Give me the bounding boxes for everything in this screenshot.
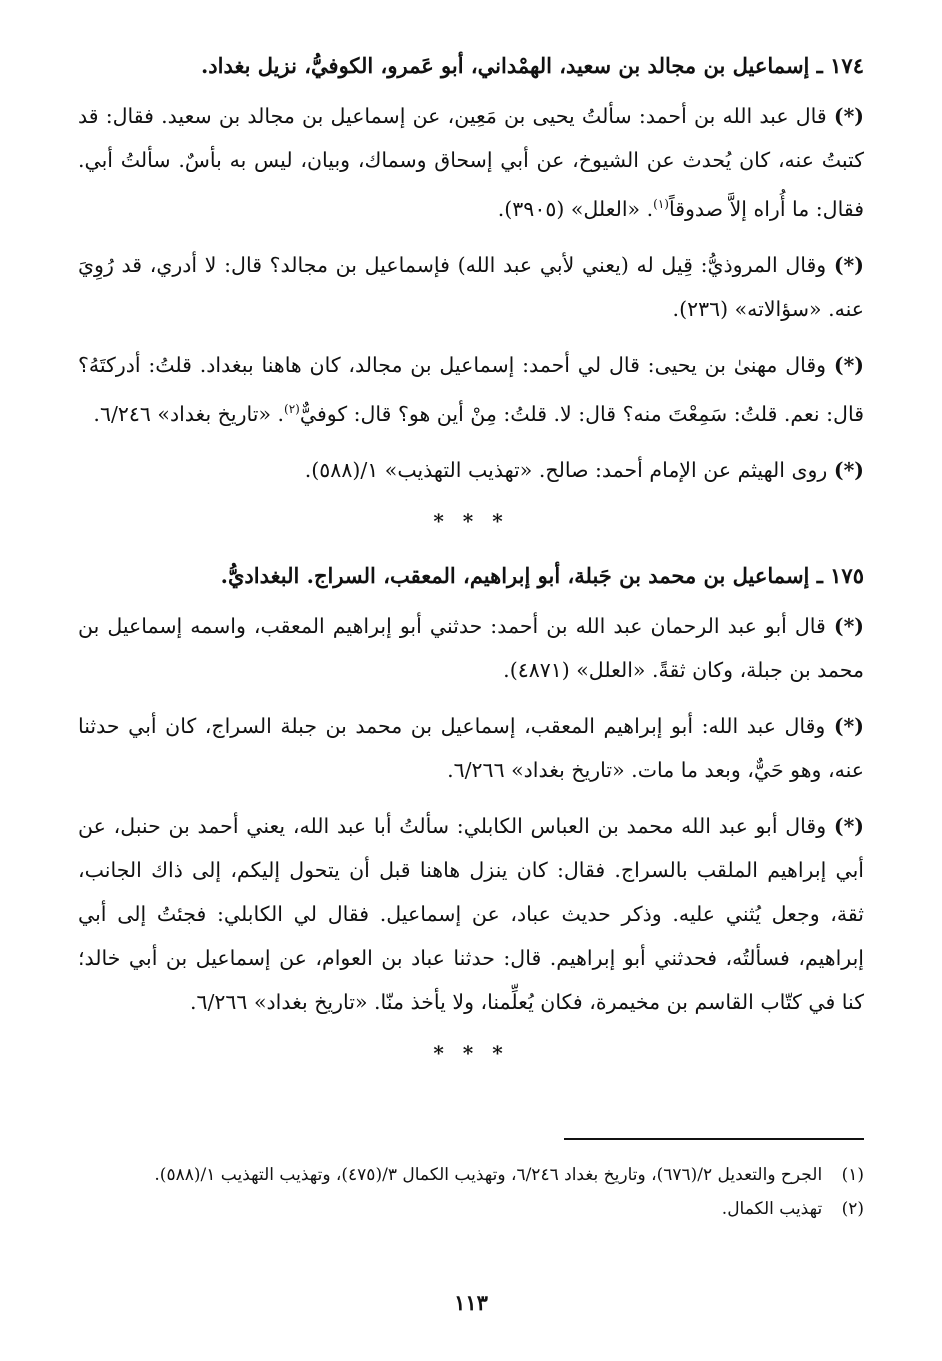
paragraph <box>78 94 864 231</box>
footnote-number: (٢) <box>841 1199 864 1219</box>
paragraph-text: وقال أبو عبد الله محمد بن العباس الكابلي: سألتُ أبا عبد الله، يعني أحمد بن حنبل، عن أبي إبراهيم الملقب بالسراج. فقال: كان ينزل هاهنا قبل أن يتحول إليكم، إلى ذاك الجانب، ثقة، وجعل يُثني عليه. وذكر حديث عباد، عن إسماعيل. فقال لي الكابلي: فجئتُ إلى أبي إبراهيم، فسألتُه، فحدثني أبو إبراهيم. قال: حدثنا عباد بن العوام، عن إسماعيل بن أبي خالد؛ كنا في كتّاب القاسم بن مخيمرة، فكان يُعلِّمنا، ولا يأخذ منّا. «تاريخ بغداد» ٦/٢٦٦. <box>78 813 864 1014</box>
paragraph-text: وقال المروذيُّ: قِيل له (يعني لأبي عبد الله) فإسماعيل بن مجالد؟ قال: لا أدري، قد رُوِيَ عنه. «سؤالاته» (٢٣٦). <box>78 252 864 321</box>
footnote-ref[interactable]: (٢) <box>284 401 300 416</box>
paragraph-text: روى الهيثم عن الإمام أحمد: صالح. «تهذيب التهذيب» ١/(٥٨٨). <box>304 457 828 482</box>
footnote-text: الجرح والتعديل ٢/(٦٧٦)، وتاريخ بغداد ٦/٢٤٦، وتهذيب الكمال ٣/(٤٧٥)، وتهذيب التهذيب ١/(٥٨٨). <box>154 1165 823 1185</box>
paragraph <box>78 343 864 436</box>
section-separator: * * * <box>433 1040 509 1065</box>
paragraph-tail: . «تاريخ بغداد» ٦/٢٤٦. <box>93 401 285 426</box>
paragraph-text: قال أبو عبد الرحمان عبد الله بن أحمد: حدثني أبو إبراهيم المعقب، واسمه إسماعيل بن محمد بن جبلة، وكان ثقةً. «العلل» (٤٨٧١). <box>78 613 864 682</box>
page-body <box>78 48 864 1090</box>
paragraph <box>78 243 864 331</box>
star-marker: (*) <box>833 352 864 377</box>
paragraph <box>78 448 864 492</box>
paragraph-text: قال عبد الله بن أحمد: سألتُ يحيى بن مَعِين، عن إسماعيل بن مجالد بن سعيد. فقال: قد كتبتُ عنه، كان يُحدث عن الشيوخ، عن أبي إسحاق وسماك، وبيان، ليس به بأسٌ. سألتُ أبي. فقال: ما أُراه إلاَّ صدوقاً <box>78 104 864 221</box>
star-marker: (*) <box>833 613 864 638</box>
section-separator: * * * <box>433 508 509 533</box>
page-number: ١١٣ <box>454 1290 488 1315</box>
footnote-text: تهذيب الكمال. <box>721 1199 823 1219</box>
entry-title: ١٧٥ ـ إسماعيل بن محمد بن جَبلة، أبو إبراهيم، المعقب، السراج. البغداديُّ. <box>220 562 864 588</box>
star-marker: (*) <box>833 104 864 128</box>
paragraph <box>78 804 864 1024</box>
paragraph-text: وقال عبد الله: أبو إبراهيم المعقب، إسماعيل بن محمد بن جبلة السراج، كان أبي حدثنا عنه، وهو حَيٌّ، وبعد ما مات. «تاريخ بغداد» ٦/٢٦٦. <box>78 713 864 782</box>
entry-title: ١٧٤ ـ إسماعيل بن مجالد بن سعيد، الهمْداني، أبو عَمرو، الكوفيُّ، نزيل بغداد. <box>200 53 864 78</box>
star-marker: (*) <box>833 813 864 838</box>
footnotes <box>78 1160 864 1228</box>
star-marker: (*) <box>833 713 864 738</box>
star-marker: (*) <box>833 252 864 277</box>
footnote-divider <box>564 1138 864 1140</box>
footnote-ref[interactable]: (١) <box>653 197 669 211</box>
footnote <box>78 1194 864 1224</box>
footnote <box>78 1160 864 1190</box>
footnote-number: (١) <box>841 1165 864 1185</box>
paragraph <box>78 604 864 692</box>
paragraph-text: وقال مهنىٰ بن يحيى: قال لي أحمد: إسماعيل بن مجالد، كان هاهنا ببغداد. قلتُ: أدركتَهُ؟ قال: نعم. قلتُ: سَمِعْتَ منه؟ قال: لا. قلتُ: مِنْ أين هو؟ قال: كوفيٌّ <box>78 352 864 426</box>
paragraph-tail: . «العلل» (٣٩٠٥). <box>497 196 654 221</box>
paragraph <box>78 704 864 792</box>
star-marker: (*) <box>833 457 864 482</box>
